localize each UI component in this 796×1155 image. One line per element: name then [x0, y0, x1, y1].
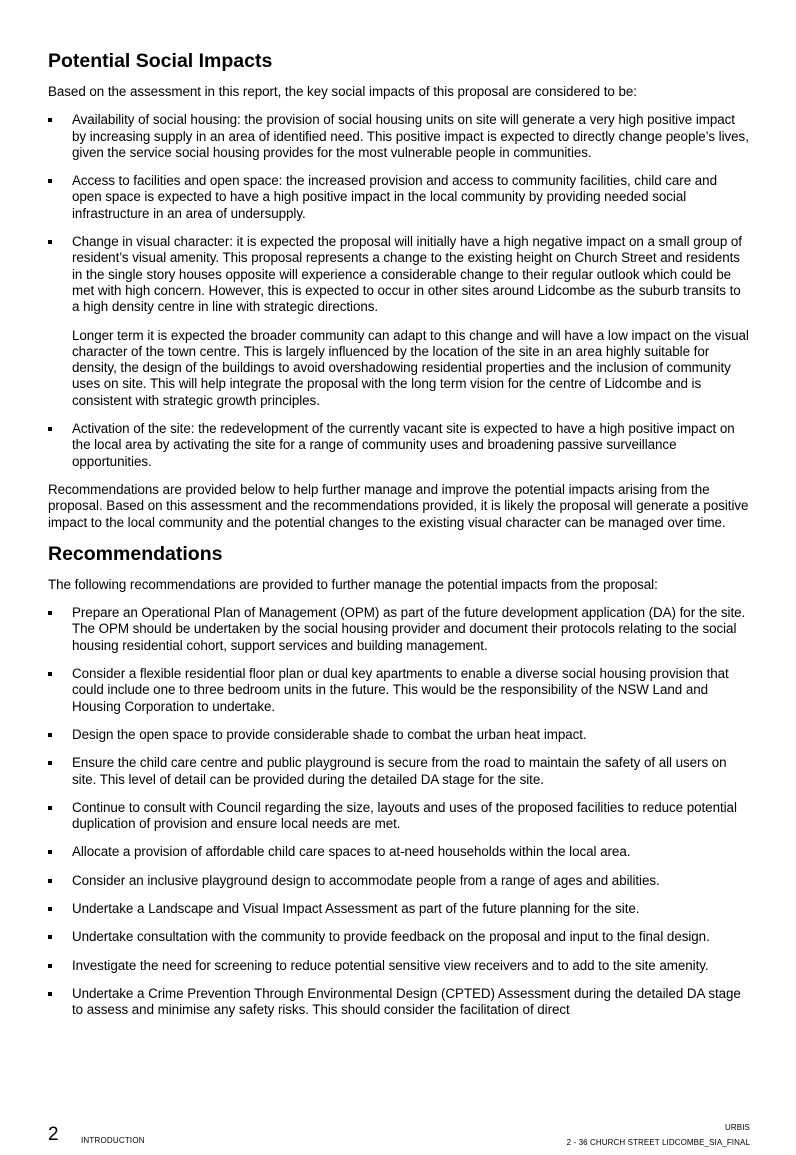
list-item [48, 958, 750, 974]
bullet-icon [48, 733, 52, 737]
bullet-icon [48, 964, 52, 968]
list-item-text: Activation of the site: the redevelopment of the currently vacant site is expected to have a high positive impact on the local area by activating the site for a range of community uses and broadening passive surveillance opportunities. [72, 421, 735, 469]
section-heading-recommendations: Recommendations [48, 542, 223, 565]
list-item [48, 873, 750, 889]
list-item [48, 173, 750, 222]
recommendations-list [48, 605, 750, 1018]
page-number: 2 [48, 1124, 59, 1145]
list-item-text: Ensure the child care centre and public playground is secure from the road to maintain the safety of all users on site. This level of detail can be provided during the detailed DA stage for the site. [72, 755, 727, 787]
list-item-text: Consider a flexible residential floor plan or dual key apartments to enable a diverse social housing provision that could include one to three bedroom units in the future. This would be the responsibility of the NSW Land and Housing Corporation to undertake. [72, 666, 729, 714]
impacts-list [48, 112, 750, 470]
list-item-text: Allocate a provision of affordable child care spaces to at-need households within the local area. [72, 844, 631, 860]
bullet-icon [48, 907, 52, 911]
list-item-text: Undertake a Crime Prevention Through Environmental Design (CPTED) Assessment during the detailed DA stage to assess and minimise any safety risks. This should consider the facilitation of direct [72, 985, 741, 1018]
bullet-icon [48, 935, 52, 939]
footer-company: URBIS [725, 1123, 750, 1132]
list-item [48, 986, 750, 1019]
list-item-text: Prepare an Operational Plan of Management (OPM) as part of the future development application (DA) for the site. The OPM should be undertaken by the social housing provider and document their protocols relating to the social housing residential cohort, support services and building management. [72, 605, 746, 653]
list-item [48, 844, 750, 860]
list-item [48, 800, 750, 833]
list-item [48, 727, 750, 743]
list-item-text: Investigate the need for screening to reduce potential sensitive view receivers and to add to the site amenity. [72, 957, 709, 973]
footer-document-ref: 2 - 36 CHURCH STREET LIDCOMBE_SIA_FINAL [566, 1138, 750, 1147]
bullet-icon [48, 879, 52, 883]
list-item-text: Access to facilities and open space: the increased provision and access to community facilities, child care and open space is expected to have a high positive impact in the local community by providing needed social infrastructure in an area of undersupply. [72, 173, 717, 221]
bullet-icon [48, 672, 52, 676]
bullet-icon [48, 761, 52, 765]
list-item-text: Continue to consult with Council regarding the size, layouts and uses of the proposed facilities to reduce potential duplication of provision and ensure local needs are met. [72, 799, 737, 832]
bullet-icon [48, 240, 52, 244]
list-item [48, 901, 750, 917]
list-item [48, 755, 750, 788]
bullet-icon [48, 179, 52, 183]
list-item-text: Change in visual character: it is expected the proposal will initially have a high negative impact on a small group of resident’s visual amenity. This proposal represents a change to the existing height on Church Street and residents in the single story houses opposite will experience a considerable change to their regular outlook which could be met with high concern. However, this is expected to occur in other sites around Lidcombe as the suburb transits to a high density centre in line with strategic directions. [72, 234, 742, 315]
section-heading-potential-social-impacts: Potential Social Impacts [48, 50, 273, 72]
list-item [48, 929, 750, 945]
footer-right [567, 1120, 750, 1150]
list-item-text: Availability of social housing: the provision of social housing units on site will generate a very high positive impact by increasing supply in an area of identified need. This positive impact is expected to directly change people’s lives, given the service social housing provides for the most vulnerable people in communities. [72, 112, 749, 160]
bullet-icon [48, 611, 52, 615]
recommendations-intro: The following recommendations are provided to further manage the potential impacts from the proposal: [48, 576, 658, 592]
bullet-icon [48, 992, 52, 996]
bullet-icon [48, 118, 52, 122]
bullet-icon [48, 850, 52, 854]
section-closing: Recommendations are provided below to help further manage and improve the potential impacts arising from the proposal. Based on this assessment and the recommendations provided, it is likely the proposal will generate a positive impact to the local community and the potential changes to the existing visual character can be managed over time. [48, 481, 749, 530]
list-item-subparagraph: Longer term it is expected the broader community can adapt to this change and will have a low impact on the visual character of the town centre. This is largely influenced by the location of the site in an area highly suitable for density, the design of the buildings to avoid overshadowing residential properties and the inclusion of community uses on site. This will help integrate the proposal with the long term vision for the centre of Lidcombe and is consistent with strategic growth principles. [72, 327, 749, 408]
section-intro: Based on the assessment in this report, the key social impacts of this proposal are considered to be: [48, 84, 637, 99]
list-item [48, 112, 750, 161]
bullet-icon [48, 427, 52, 431]
list-item [48, 234, 750, 409]
list-item [48, 421, 750, 470]
list-item-text: Consider an inclusive playground design to accommodate people from a range of ages and abilities. [72, 872, 660, 888]
bullet-icon [48, 806, 52, 810]
list-item-text: Undertake a Landscape and Visual Impact Assessment as part of the future planning for the site. [72, 900, 640, 916]
page-body [48, 50, 750, 1030]
list-item [48, 666, 750, 715]
list-item-text: Design the open space to provide considerable shade to combat the urban heat impact. [72, 726, 587, 742]
list-item [48, 605, 750, 654]
footer-section-label: INTRODUCTION [81, 1136, 145, 1145]
list-item-text: Undertake consultation with the community to provide feedback on the proposal and input to the final design. [72, 929, 710, 945]
